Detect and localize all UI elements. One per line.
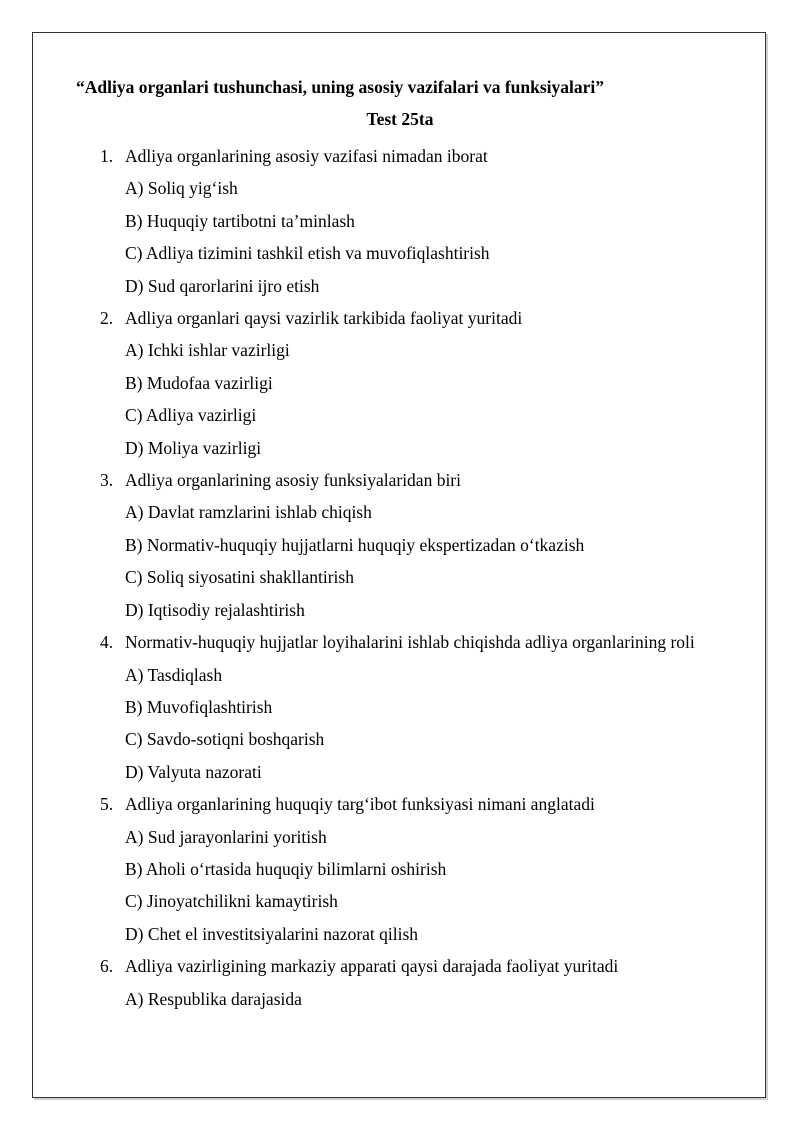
question-text: Adliya organlarining asosiy funksiyalaridan biri	[125, 470, 461, 491]
option-a: A) Davlat ramzlarini ishlab chiqish	[125, 502, 372, 523]
option-c: C) Jinoyatchilikni kamaytirish	[125, 891, 338, 912]
option-d: D) Sud qarorlarini ijro etish	[125, 275, 320, 296]
option-d: D) Valyuta nazorati	[125, 761, 262, 782]
option-c: C) Soliq siyosatini shakllantirish	[125, 567, 354, 588]
question-3	[100, 464, 740, 626]
question-4	[100, 626, 740, 788]
question-number: 2.	[100, 308, 114, 329]
option-list	[125, 659, 740, 789]
question-text: Adliya vazirligining markaziy apparati qaysi darajada faoliyat yuritadi	[125, 956, 619, 977]
option-list	[125, 496, 740, 626]
question-list	[100, 140, 740, 1015]
option-list	[125, 172, 740, 302]
question-number: 5.	[100, 794, 114, 815]
question-text: Adliya organlari qaysi vazirlik tarkibida faoliyat yuritadi	[125, 308, 523, 329]
option-b: B) Mudofaa vazirligi	[125, 372, 273, 393]
option-b: B) Aholi o‘rtasida huquqiy bilimlarni oshirish	[125, 858, 447, 879]
question-text: Normativ-huquqiy hujjatlar loyihalarini ishlab chiqishda adliya organlarining roli	[125, 632, 695, 653]
question-number: 1.	[100, 146, 114, 166]
option-d: D) Chet el investitsiyalarini nazorat qilish	[125, 923, 419, 944]
option-d: D) Moliya vazirligi	[125, 437, 262, 458]
option-b: B) Huquqiy tartibotni ta’minlash	[125, 210, 355, 231]
option-a: A) Sud jarayonlarini yoritish	[125, 826, 327, 847]
question-text: Adliya organlarining huquqiy targ‘ibot funksiyasi nimani anglatadi	[125, 794, 595, 815]
question-text: Adliya organlarining asosiy vazifasi nimadan iborat	[125, 146, 488, 166]
option-b: B) Normativ-huquqiy hujjatlarni huquqiy ekspertizadan o‘tkazish	[125, 534, 585, 555]
option-c: C) Savdo-sotiqni boshqarish	[125, 729, 325, 750]
document-subtitle: Test 25ta	[366, 109, 434, 129]
question-1	[100, 140, 740, 302]
option-c: C) Adliya vazirligi	[125, 405, 257, 426]
question-number: 4.	[100, 632, 114, 653]
option-list	[125, 821, 740, 951]
option-a: A) Respublika darajasida	[125, 988, 302, 1009]
question-5	[100, 788, 740, 950]
option-list	[125, 983, 740, 1015]
option-a: A) Ichki ishlar vazirligi	[125, 340, 290, 361]
option-list	[125, 334, 740, 464]
question-6	[100, 950, 740, 1015]
option-a: A) Tasdiqlash	[125, 664, 223, 685]
option-b: B) Muvofiqlashtirish	[125, 696, 273, 717]
document-title: “Adliya organlari tushunchasi, uning asosiy vazifalari va funksiyalari”	[76, 77, 605, 97]
option-c: C) Adliya tizimini tashkil etish va muvofiqlashtirish	[125, 243, 490, 264]
option-a: A) Soliq yig‘ish	[125, 178, 238, 199]
question-2	[100, 302, 740, 464]
question-number: 3.	[100, 470, 114, 491]
question-number: 6.	[100, 956, 114, 977]
option-d: D) Iqtisodiy rejalashtirish	[125, 599, 305, 620]
